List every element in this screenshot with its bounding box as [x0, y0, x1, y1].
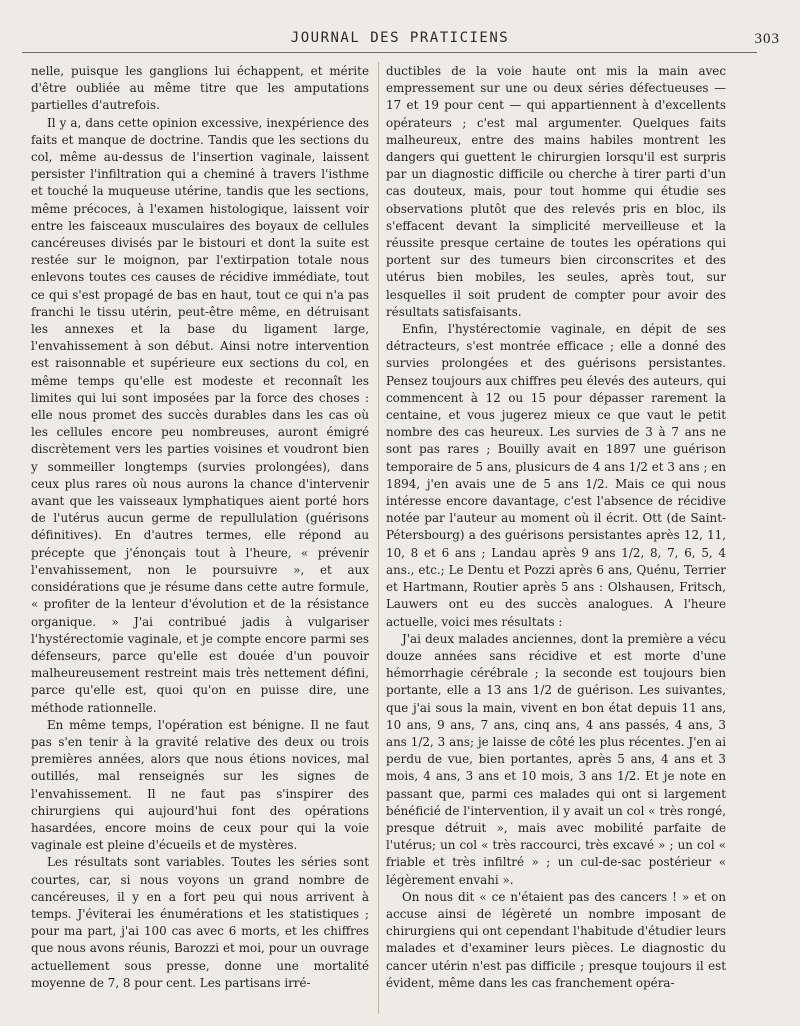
left-paragraph-1: nelle, puisque les ganglions lui échappent, et mérite d'être oubliée au même titre que les amputations partielles d'autrefois.: [31, 64, 369, 113]
left-paragraph-3: En même temps, l'opération est bénigne. Il ne faut pas s'en tenir à la gravité relative des deux ou trois premières années, alors que nous étions novices, mal outillés, mal renseignés sur les signes de l'envahissement. Il ne faut pas s'inspirer des chirurgiens qui aujourd'hui font des opérations hasardées, encore moins de ceux pour qui la voie vaginale est pleine d'écueils et de mystères.: [31, 717, 369, 853]
right-paragraph-1: ductibles de la voie haute ont mis la main avec empressement sur une ou deux séries défectueuses — 17 et 19 pour cent — qui appartiennent à d'excellents opérateurs ; c'est mal argumenter. Quelques faits malheureux, entre des mains habiles montrent les dangers qui guettent le chirurgien lorsqu'il est surpris par un diagnostic difficile ou cherche à tirer parti d'un cas douteux, mais, pour tout homme qui étudie ses observations plutôt que des relevés pris en bloc, ils s'effacent devant la simplicité merveilleuse et la réussite presque certaine de toutes les opérations qui portent sur des tumeurs bien circonscrites et des utérus bien mobiles, les seules, après tout, sur lesquelles il soit prudent de compter pour avoir des résultats satisfaisants.: [386, 64, 726, 319]
left-paragraph-4: Les résultats sont variables. Toutes les séries sont courtes, car, si nous voyons un grand nombre de cancéreuses, il y en a fort peu qui nous arrivent à temps. J'éviterai les énumérations et les statistiques ; pour ma part, j'ai 100 cas avec 6 morts, et les chiffres que nous avons réunis, Barozzi et moi, pour un ouvrage actuellement sous presse, donne une mortalité moyenne de 7, 8 pour cent. Les partisans irré-: [31, 855, 369, 990]
column-divider: [378, 62, 379, 1014]
page-number: 303: [754, 31, 780, 47]
running-header: [0, 0, 800, 52]
journal-title: JOURNAL DES PRATICIENS: [290, 30, 510, 46]
right-paragraph-3: J'ai deux malades anciennes, dont la première a vécu douze années sans récidive et est morte d'une hémorrhagie cérébrale ; la seconde est toujours bien portante, elle a 13 ans 1/2 de guérison. Les suivantes, que j'ai sous la main, vivent en bon état depuis 11 ans, 10 ans, 9 ans, 7 ans, cinq ans, 4 ans passés, 4 ans, 3 ans 1/2, 3 ans; je laisse de côté les plus récentes. J'en ai perdu de vue, bien portantes, après 5 ans, 4 ans et 3 mois, 4 ans, 3 ans et 10 mois, 3 ans 1/2. Et je note en passant que, parmi ces malades qui ont si largement bénéficié de l'intervention, il y avait un col « très rongé, presque détruit », mais avec mobilité parfaite de l'utérus; un col « très raccourci, très excavé » ; un col « friable et très infiltré » ; un cul-de-sac postérieur « légèrement envahi ».: [386, 631, 726, 887]
left-column: [31, 63, 369, 1014]
right-paragraph-4: On nous dit « ce n'étaient pas des cancers ! » et on accuse ainsi de légèreté un nombre imposant de chirurgiens qui ont cependant l'habitude d'étudier leurs malades et d'examiner leurs pièces. Le diagnostic du cancer utérin n'est pas difficile ; presque toujours il est évident, même dans les cas franchement opéra-: [386, 889, 726, 990]
left-paragraph-2: Il y a, dans cette opinion excessive, inexpérience des faits et manque de doctrine. Tandis que les sections du col, même au-dessus de l'insertion vaginale, laissent persister l'infiltration qui a cheminé à travers l'isthme et touché la muqueuse utérine, tandis que les sections, même précoces, à l'examen histologique, laissent voir entre les faisceaux musculaires des boyaux de cellules cancéreuses divisés par le bistouri et dont la suite est restée sur le moignon, par l'extirpation totale nous enlevons toutes ces causes de récidive immédiate, tout ce qui s'est propagé de bas en haut, tout ce qui n'a pas franchi le tissu utérin, peut-être même, en détruisant les annexes et la base du ligament large, l'envahissement à son début. Ainsi notre intervention est raisonnable et supérieure eux sections du col, en même temps qu'elle est modeste et reconnaît les limites qui lui sont imposées par la force des choses : elle nous promet des succès durables dans les cas où les cellules encore peu nombreuses, auront émigré discrètement vers les parties voisines et voudront bien y sommeiller longtemps (survies prolongées), dans ceux plus rares où nous aurons la chance d'intervenir avant que les vaisseaux lymphatiques aient porté hors de l'utérus aucun germe de repullulation (guérisons définitives). En d'autres termes, elle répond au précepte que j'énonçais tout à l'heure, « prévenir l'envahissement, non le poursuivre », et aux considérations que je résume dans cette autre formule, « profiter de la lenteur d'évolution et de la résistance organique. » J'ai contribué jadis à vulgariser l'hystérectomie vaginale, et je compte encore parmi ses défenseurs, parce qu'elle est douée d'un pouvoir malheureusement restreint mais très nettement défini, parce qu'elle est, quoi qu'on en puisse dire, une méthode rationnelle.: [31, 115, 369, 715]
right-column: [386, 63, 726, 1014]
right-paragraph-2: Enfin, l'hystérectomie vaginale, en dépit de ses détracteurs, s'est montrée efficace ; elle a donné des survies prolongées et des guérisons persistantes. Pensez toujours aux chiffres peu élevés des auteurs, qui commencent à 12 ou 15 pour dépasser rarement la centaine, et vous jugerez mieux ce que vaut le petit nombre des cas heureux. Les survies de 3 à 7 ans ne sont pas rares ; Bouilly avait en 1897 une guérison temporaire de 5 ans, plusicurs de 4 ans 1/2 et 3 ans ; en 1894, j'en avais une de 5 ans 1/2. Mais ce qui nous intéresse encore davantage, c'est l'absence de récidive notée par l'auteur au moment où il écrit. Ott (de Saint-Pétersbourg) a des guérisons persistantes après 12, 11, 10, 8 et 6 ans ; Landau après 9 ans 1/2, 8, 7, 6, 5, 4 ans., etc.; Le Dentu et Pozzi après 6 ans, Quénu, Terrier et Hartmann, Routier après 5 ans : Olshausen, Fritsch, Lauwers ont eu des succès analogues. A l'heure actuelle, voici mes résultats :: [386, 322, 726, 629]
header-rule: [22, 52, 757, 53]
